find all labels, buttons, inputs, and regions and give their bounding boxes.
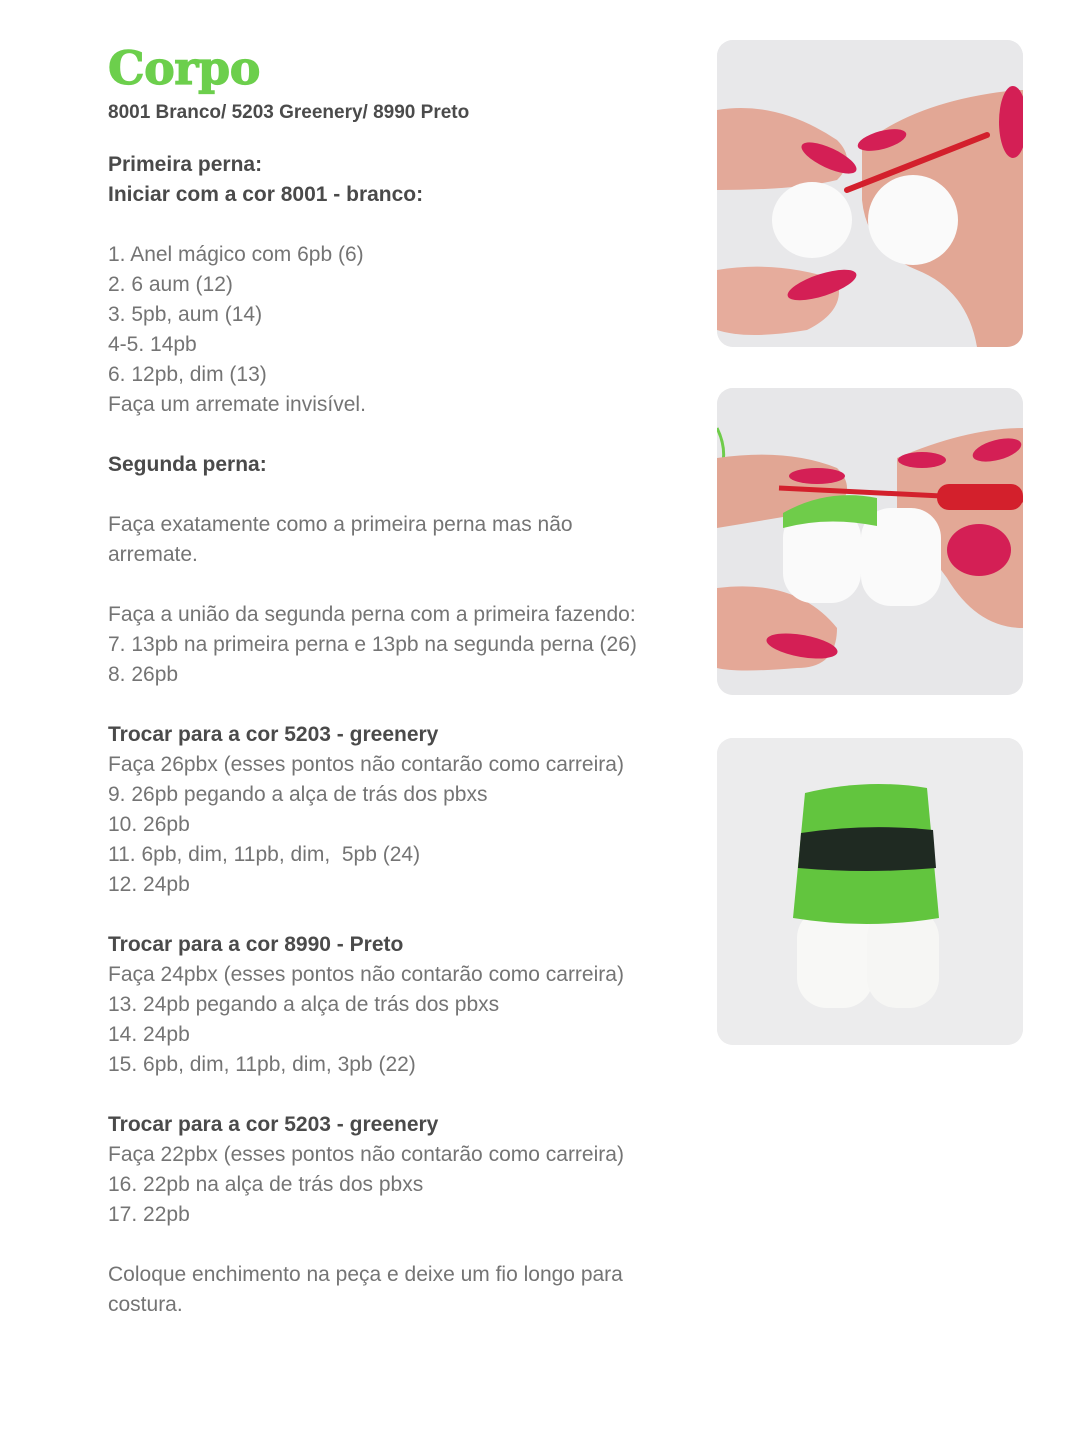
photo-join-step	[717, 388, 1023, 695]
instruction-line: arremate.	[108, 543, 198, 566]
photo-finished-body	[717, 738, 1023, 1045]
instruction-line: Faça 26pbx (esses pontos não contarão como carreira)	[108, 753, 624, 776]
instruction-line: 2. 6 aum (12)	[108, 273, 233, 296]
instruction-line: Faça a união da segunda perna com a primeira fazendo:	[108, 603, 636, 626]
instruction-line: 16. 22pb na alça de trás dos pbxs	[108, 1173, 424, 1196]
instruction-line: Coloque enchimento na peça e deixe um fio longo para	[108, 1263, 623, 1286]
section-heading: Segunda perna:	[108, 453, 267, 476]
instruction-line: 15. 6pb, dim, 11pb, dim, 3pb (22)	[108, 1053, 416, 1076]
page-title: Corpo	[108, 41, 260, 95]
section-heading: Trocar para a cor 5203 - greenery	[108, 1113, 439, 1136]
crochet-body-image	[717, 738, 1023, 1045]
instruction-line: 8. 26pb	[108, 663, 179, 686]
instruction-line: 17. 22pb	[108, 1203, 190, 1226]
section-subheading: Iniciar com a cor 8001 - branco:	[108, 183, 424, 206]
instruction-line: 11. 6pb, dim, 11pb, dim, 5pb (24)	[108, 843, 421, 866]
instruction-line: 14. 24pb	[108, 1023, 190, 1046]
section-preto	[108, 930, 688, 1080]
section-heading: Trocar para a cor 5203 - greenery	[108, 723, 439, 746]
instruction-line: 1. Anel mágico com 6pb (6)	[108, 243, 364, 266]
instruction-line: 12. 24pb	[108, 873, 190, 896]
section-greenery-2	[108, 1110, 688, 1230]
instruction-line: costura.	[108, 1293, 183, 1316]
section-primeira-perna	[108, 150, 688, 420]
yarn-colors-line: 8001 Branco/ 5203 Greenery/ 8990 Preto	[108, 102, 470, 123]
crochet-join-image	[717, 388, 1023, 695]
instruction-line: Faça um arremate invisível.	[108, 393, 366, 416]
crochet-legs-image	[717, 40, 1023, 347]
instruction-line: 3. 5pb, aum (14)	[108, 303, 263, 326]
section-segunda-perna	[108, 450, 688, 690]
instruction-line: 7. 13pb na primeira perna e 13pb na segunda perna (26)	[108, 633, 637, 656]
instruction-line: Faça 24pbx (esses pontos não contarão como carreira)	[108, 963, 624, 986]
instruction-line: 9. 26pb pegando a alça de trás dos pbxs	[108, 783, 488, 806]
instruction-line: 4-5. 14pb	[108, 333, 197, 356]
section-heading: Trocar para a cor 8990 - Preto	[108, 933, 404, 956]
section-heading: Primeira perna:	[108, 153, 263, 176]
instruction-line: 10. 26pb	[108, 813, 190, 836]
instruction-line: 6. 12pb, dim (13)	[108, 363, 267, 386]
instruction-line: Faça exatamente como a primeira perna mas não	[108, 513, 573, 536]
closing-note	[108, 1260, 688, 1320]
instruction-line: 13. 24pb pegando a alça de trás dos pbxs	[108, 993, 500, 1016]
instruction-line: Faça 22pbx (esses pontos não contarão como carreira)	[108, 1143, 624, 1166]
section-greenery-1	[108, 720, 688, 900]
pattern-text-column	[108, 40, 688, 1320]
photo-legs-step	[717, 40, 1023, 347]
